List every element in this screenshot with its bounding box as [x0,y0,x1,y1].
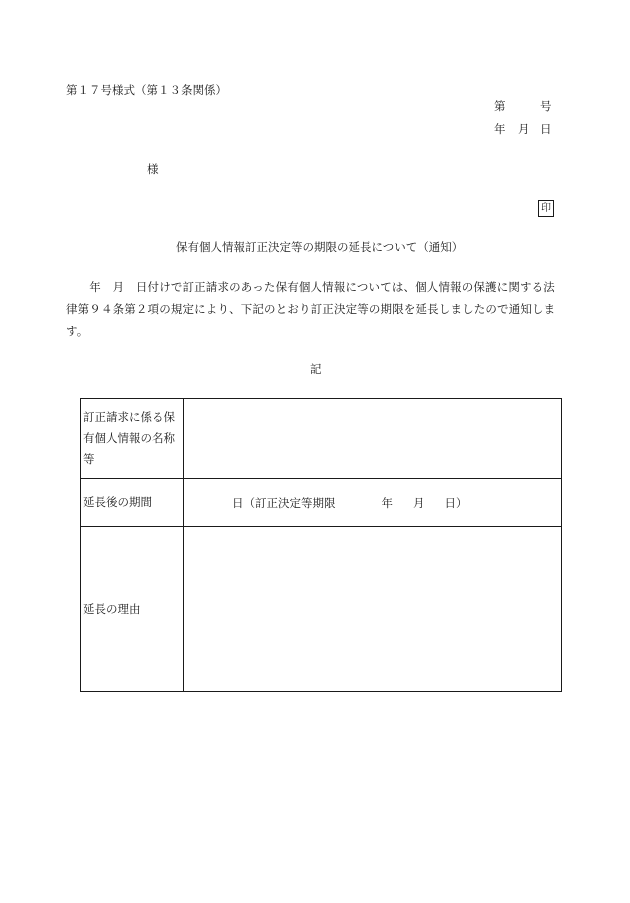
table-row [81,527,562,692]
seal-mark: 印 [538,200,554,217]
date-day-label: 日 [540,122,552,136]
period-day-open: 日（訂正決定等期限 [232,495,336,510]
extended-period-value [184,479,562,527]
table-row [81,399,562,479]
document-number-label: 第 [494,99,506,113]
extension-reason-label: 延長の理由 [81,527,184,692]
period-day-close: 日） [444,495,468,510]
extension-reason-value [184,527,562,692]
date-year-label: 年 [494,122,506,136]
document-title: 保有個人情報訂正決定等の期限の延長について（通知） [176,240,464,254]
body-paragraph: 年 月 日付けで訂正請求のあった保有個人情報については、個人情報の保護に関する法律第９４条第２項の規定により、下記のとおり訂正決定等の期限を延長しましたので通知します。 [66,280,556,338]
record-heading: 記 [310,362,322,376]
record-table [80,398,562,692]
extended-period-label: 延長後の期間 [81,479,184,527]
personal-info-name-value [184,399,562,479]
addressee-honorific: 様 [147,162,159,176]
personal-info-name-label: 訂正請求に係る保有個人情報の名称等 [81,399,184,479]
period-month: 月 [413,495,425,510]
form-number: 第１７号様式（第１３条関係） [66,83,227,97]
date-month-label: 月 [518,122,530,136]
period-year: 年 [381,495,393,510]
document-number-suffix: 号 [540,99,552,113]
table-row [81,479,562,527]
